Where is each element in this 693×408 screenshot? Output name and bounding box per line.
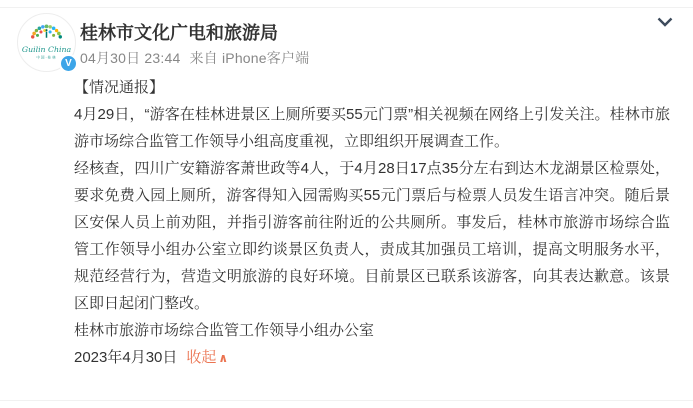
notice-date: 2023年4月30日 [74, 349, 178, 366]
avatar-brand-text: Guilin China [21, 45, 72, 54]
notice-signature: 桂林市旅游市场综合监管工作领导小组办公室 [74, 322, 375, 339]
post-menu-button[interactable] [656, 15, 674, 29]
collapse-label: 收起 [186, 349, 217, 366]
post-meta [80, 48, 309, 68]
top-divider [0, 7, 693, 8]
author-avatar[interactable] [17, 13, 76, 72]
notice-paragraph: 经核查，四川广安籍游客萧世政等4人，于4月28日17点35分左右到达木龙湖景区检票处，要求免费入园上厕所，游客得知入园需购买55元门票后与检票人员发生语言冲突。随后景区安保人员上前劝阻，并指引游客前往附近的公共厕所。事发后，桂林市旅游市场综合监管工作领导小组办公室立即约谈景区负责人，责成其加强员工培训，提高文明服务水平，规范经营行为，营造文明旅游的良好环境。目前景区已联系该游客，向其表达歉意。该景区即日起闭门整改。 [74, 160, 670, 312]
notice-date-line [74, 344, 670, 372]
notice-paragraph: 4月29日，“游客在桂林进景区上厕所要买55元门票”相关视频在网络上引发关注。桂林市旅游市场综合监管工作领导小组高度重视，立即组织开展调查工作。 [74, 106, 670, 150]
chevron-down-icon [657, 17, 673, 27]
verified-badge-icon: V [59, 54, 78, 73]
avatar-brand-subtext: 中国·桂林 [36, 55, 57, 60]
post-timestamp[interactable]: 04月30日 23:44 [80, 50, 181, 66]
chevron-up-icon: ∧ [218, 351, 229, 365]
notice-title: 【情况通报】 [74, 79, 165, 96]
author-name[interactable]: 桂林市文化广电和旅游局 [80, 23, 278, 43]
collapse-link[interactable] [186, 349, 228, 366]
post-source-link[interactable]: iPhone客户端 [221, 50, 310, 66]
source-prefix: 来自 [189, 50, 218, 66]
post-body [74, 74, 670, 372]
bottom-divider [0, 400, 693, 401]
